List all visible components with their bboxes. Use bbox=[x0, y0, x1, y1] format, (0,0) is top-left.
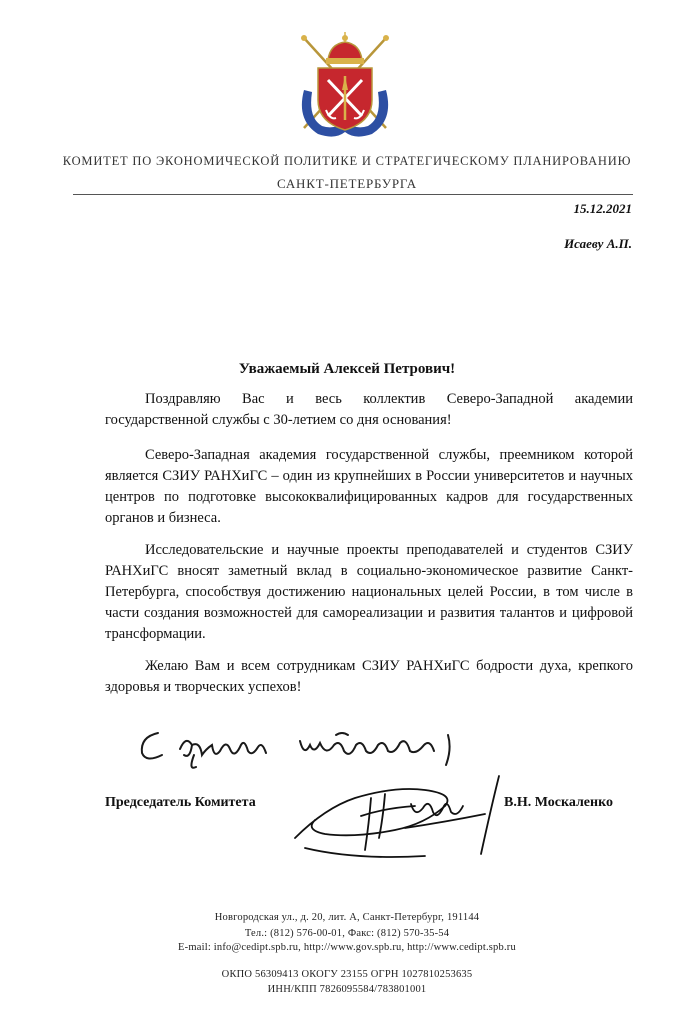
signatory-title: Председатель Комитета bbox=[105, 795, 256, 810]
footer-contacts: E-mail: info@cedipt.spb.ru, http://www.gov.spb.ru, http://www.cedipt.spb.ru bbox=[178, 942, 516, 953]
footer-phones: Тел.: (812) 576-00-01, Факс: (812) 570-35-54 bbox=[244, 928, 450, 939]
greeting: Уважаемый Алексей Петрович! bbox=[238, 361, 456, 377]
signatory-name: В.Н. Москаленко bbox=[504, 795, 613, 810]
paragraph-4: Желаю Вам и всем сотрудникам СЗИУ РАНХиГС бодрости духа, крепкого здоровья и творческих успехов! bbox=[105, 658, 633, 695]
letter-date: 15.12.2021 bbox=[573, 201, 632, 216]
footer-tax-ids: ИНН/КПП 7826095584/783801001 bbox=[267, 984, 427, 995]
organization-name: КОМИТЕТ ПО ЭКОНОМИЧЕСКОЙ ПОЛИТИКЕ И СТРАТЕГИЧЕСКОМУ ПЛАНИРОВАНИЮ bbox=[62, 154, 632, 168]
handwritten-closing bbox=[130, 715, 490, 775]
paragraph-1: Поздравляю Вас и весь коллектив Северо-Западной академии государственной службы с 30-летием со дня основания! bbox=[105, 391, 633, 428]
organization-city: САНКТ-ПЕТЕРБУРГА bbox=[277, 176, 417, 191]
coat-of-arms-icon bbox=[290, 30, 400, 145]
addressee: Исаеву А.П. bbox=[564, 236, 632, 251]
signature-image bbox=[285, 768, 525, 863]
paragraph-3: Исследовательские и научные проекты преподавателей и студентов СЗИУ РАНХиГС вносят заметный вклад в социально-экономическое развитие Санкт-Петербурга, способствуя достижению национальных целей России, в том числе в части создания возможностей для самореализации и развития талантов и цифровой трансформации. bbox=[105, 542, 633, 642]
paragraph-2: Северо-Западная академия государственной службы, преемником которой является СЗИУ РАНХиГС – один из крупнейших в России университетов и научных центров по подготовке высококвалифицированных кадров для государственных органов и бизнеса. bbox=[105, 447, 633, 526]
header-divider bbox=[73, 194, 633, 195]
footer-address: Новгородская ул., д. 20, лит. А, Санкт-Петербург, 191144 bbox=[214, 912, 480, 923]
footer-codes: ОКПО 56309413 ОКОГУ 23155 ОГРН 1027810253635 bbox=[221, 969, 473, 980]
